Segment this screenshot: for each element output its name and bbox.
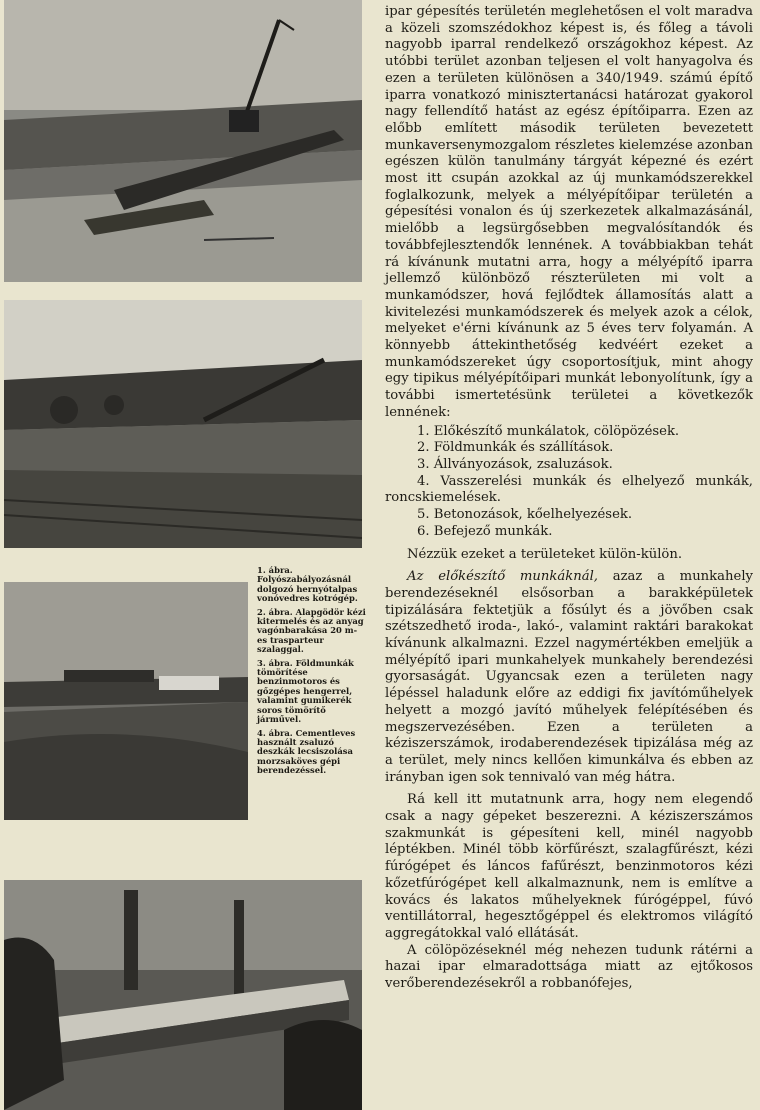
photo-road-roller — [4, 582, 248, 820]
photo-river-dredger — [4, 0, 362, 282]
paragraph-intro: ipar gépesítés területén meglehetősen el volt maradva a közeli szomszédokhoz képest is, és főleg a távoli nagyobb iparral rendelkező országokhoz képest. Az utóbbi terület azonban teljesen el volt hanyagolva és ezen a területen különösen a 340/1949. számú építő iparra vonatkozó minisztertanácsi határozat gyakorol nagy fellendítő hatást az egész építőiparra. Ezen az előbb említett második területen bevezetett munkaversenymozgalom részletes kielemzése azonban egészen külön tanulmány tárgyát képezné és ezért most itt csupán azokkal az új munkamódszerekkel foglalkozunk, melyek a mélyépítőipar területén a gépesítési vonalon és új szerkezetek alkalmazásánál, mielőbb a legsürgősebben megvalósítandók és továbbfejlesztendők lennének. A továbbiakban tehát rá kívánunk mutatni arra, hogy a mélyépítő iparra jellemző különböző részterületen mi volt a munkamódszer, hová fejlődtek államosítás alatt a kivitelezési munkamódszerek és melyek azok a célok, melyeket e'érni kívánunk az 5 éves terv folyamán. A könnyebb áttekinthetőség kedvéért ezeket a munkamódszereket úgy csoportosítjuk, mint ahogy egy tipikus mélyépítőipari munkát lebonyolítunk, így a további ismertetésünk területei a következők lennének: — [385, 4, 753, 420]
photo-formwork-workshop — [4, 880, 362, 1110]
paragraph-piling: A cölöpözéseknél még nehezen tudunk rátérni a hazai ipar elmaradottsága miatt az ejtőkosos verőberendezésekről a robbanófejes, — [385, 942, 753, 992]
list-item: 6. Befejező munkák. — [417, 523, 553, 539]
photo-excavation-pit — [4, 300, 362, 548]
caption-3: 3. ábra. Földmunkák tömörítése benzinmotoros és gőzgépes hengerrel, valamint gumikerék soros tömörítő járművel. — [257, 657, 354, 725]
caption-1: 1. ábra. Folyószabályozásnál dolgozó hernyótalpas vonóvedres kotrógép. — [257, 565, 358, 604]
caption-2: 2. ábra. Alapgödör kézi kitermelés és az anyag vagónbarakása 20 m-es trasparteur szalaggal. — [257, 606, 366, 655]
list-item: 5. Betonozások, kőelhelyezések. — [417, 507, 633, 523]
paragraph-tools: Rá kell itt mutatnunk arra, hogy nem elegendő csak a nagy gépeket beszerezni. A kéziszerszámos szakmunkát is gépesíteni kell, minél nagyobb léptékben. Minél több körfűrészt, szalagfűrészt, kézi fúrógépet és láncos fafűrészt, benzinmotoros kézi kőzetfúrógépet kell alkalmaznunk, nem is említve a kovács és lakatos műhelyeknek fúrógéppel, fúvó ventillátorral, hegesztőgéppel és elektromos világító aggregátokkal való ellátását. — [385, 792, 753, 941]
list-item: 4. Vasszerelési munkák és elhelyező munkák, roncskiemelések. — [385, 473, 753, 506]
paragraph-preparatory-body: azaz a munkahely berendezéseknél elsősorban a barakképületek tipizálására fektetjük a fősúlyt és a jövőben csak szétszedhető iroda-, lakó-, valamint raktári barakokat kívánunk alkalmazni. Ezzel nagymértékben emeljük a mélyépítő ipari munkahelyek munkahely berendezési gyorsaságát. Ugyancsak ezen a területen nagy lépéssel haladunk előre az eddigi fix javítóműhelyek helyett a mozgó javító műhelyek felépítésében és megszervezésében. Ezen a területen a kéziszerszámok, irodaberendezések tipizálása még az a terület, mely nincs kellően kimunkálva és ebben az irányban igen sok tennivaló van még hátra. — [385, 569, 753, 785]
list-item: 2. Földmunkák és szállítások. — [417, 440, 614, 456]
work-list — [385, 424, 753, 541]
list-item: 1. Előkészítő munkálatok, cölöpözések. — [417, 423, 680, 439]
article-column — [385, 4, 753, 993]
list-item: 3. Állványozások, zsaluzások. — [417, 456, 613, 472]
figure-captions — [257, 566, 367, 780]
emphasis-preparatory: Az előkészítő munkáknál, — [407, 569, 598, 585]
caption-4: 4. ábra. Cementleves használt zsaluzó deszkák lecsiszolása morzsaköves gépi berendezéssel. — [257, 727, 356, 776]
paragraph-look: Nézzük ezeket a területeket külön-külön. — [407, 546, 683, 562]
paragraph-preparatory — [385, 569, 753, 786]
